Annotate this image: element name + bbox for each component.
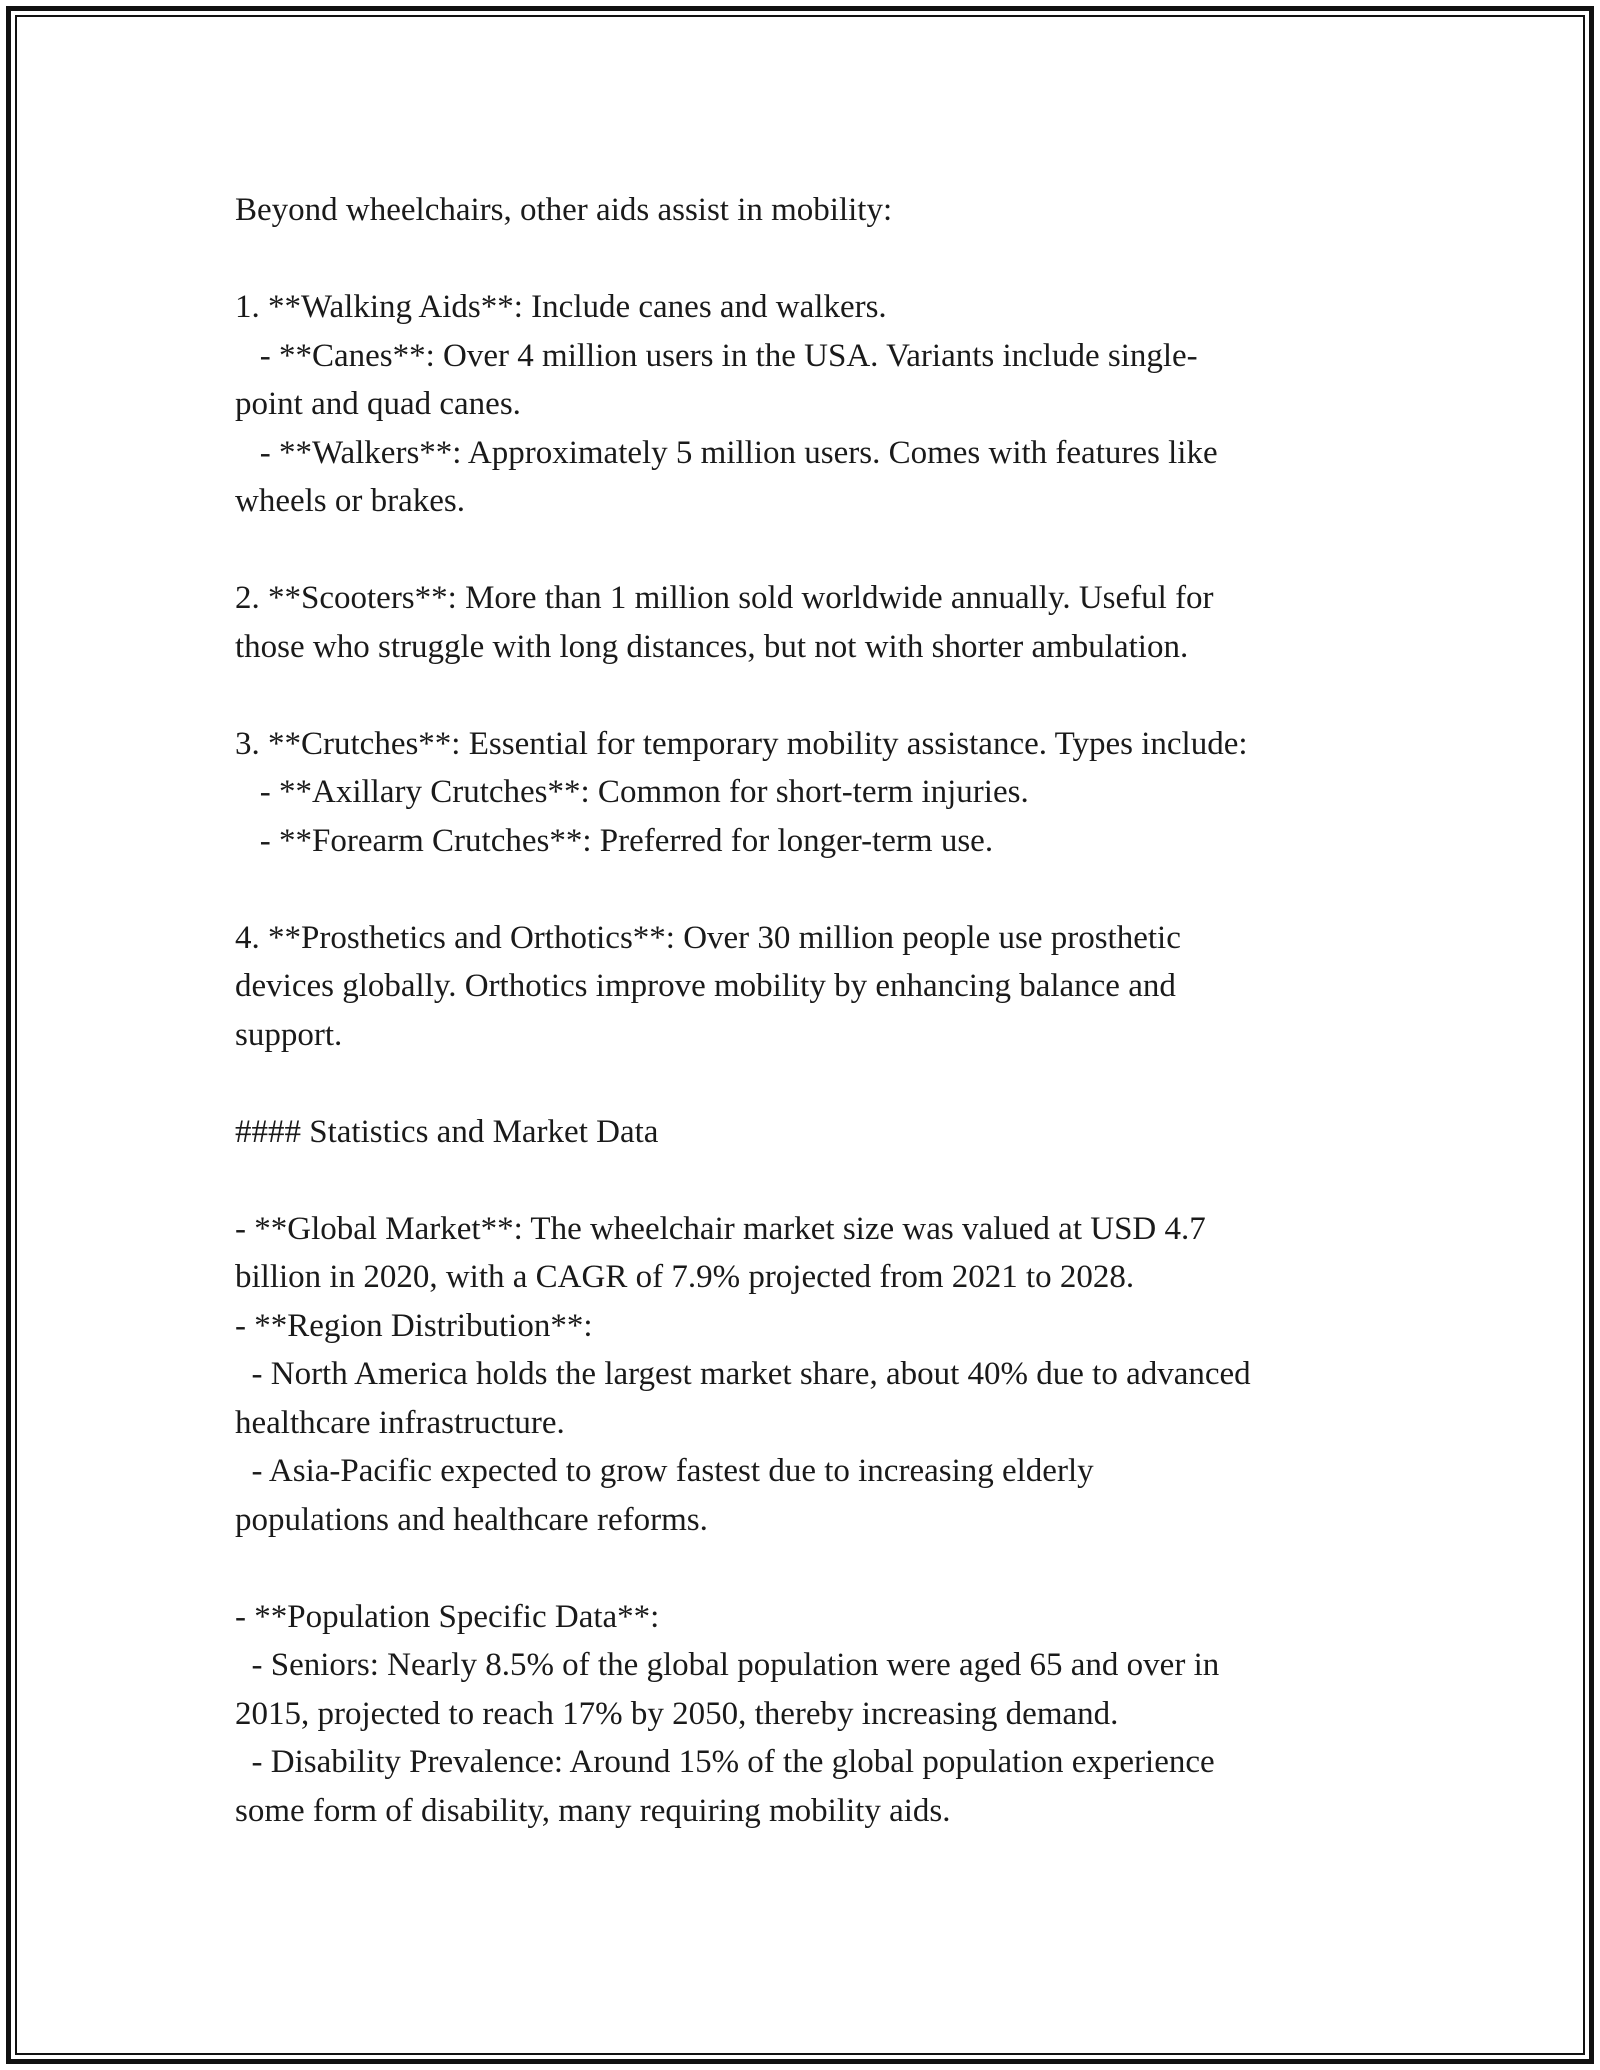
text-line: wheels or brakes. bbox=[235, 483, 466, 519]
text-line: devices globally. Orthotics improve mobility by enhancing balance and bbox=[235, 968, 1176, 1004]
text-line: - Asia-Pacific expected to grow fastest due to increasing elderly bbox=[235, 1453, 1094, 1489]
text-line: - **Region Distribution**: bbox=[235, 1307, 593, 1344]
text-line: - North America holds the largest market share, about 40% due to advanced bbox=[235, 1356, 1251, 1392]
text-line: some form of disability, many requiring mobility aids. bbox=[235, 1792, 951, 1829]
text-line: Beyond wheelchairs, other aids assist in mobility: bbox=[235, 192, 893, 228]
text-line bbox=[235, 235, 1395, 284]
text-line: - **Axillary Crutches**: Common for short-term injuries. bbox=[235, 774, 1029, 810]
text-line: - Disability Prevalence: Around 15% of the global population experience bbox=[235, 1744, 1215, 1780]
text-line: 3. **Crutches**: Essential for temporary mobility assistance. Types include: bbox=[235, 725, 1248, 762]
document-body bbox=[235, 186, 1395, 1835]
text-line bbox=[235, 1156, 1395, 1205]
text-line: - **Walkers**: Approximately 5 million users. Comes with features like bbox=[235, 434, 1218, 471]
text-line: - **Canes**: Over 4 million users in the USA. Variants include single- bbox=[235, 337, 1198, 374]
text-line bbox=[235, 1059, 1395, 1108]
text-line: - **Global Market**: The wheelchair market size was valued at USD 4.7 bbox=[235, 1210, 1206, 1247]
text-line: 2. **Scooters**: More than 1 million sold worldwide annually. Useful for bbox=[235, 580, 1214, 616]
text-line bbox=[235, 1544, 1395, 1593]
text-line bbox=[235, 671, 1395, 720]
text-line: populations and healthcare reforms. bbox=[235, 1501, 708, 1538]
text-line: #### Statistics and Market Data bbox=[235, 1113, 659, 1150]
text-line: 4. **Prosthetics and Orthotics**: Over 30 million people use prosthetic bbox=[235, 919, 1181, 956]
text-line: point and quad canes. bbox=[235, 386, 521, 422]
text-line bbox=[235, 526, 1395, 575]
text-line: those who struggle with long distances, but not with shorter ambulation. bbox=[235, 628, 1189, 665]
text-line: healthcare infrastructure. bbox=[235, 1404, 565, 1441]
text-line: 1. **Walking Aids**: Include canes and walkers. bbox=[235, 289, 887, 325]
text-line: billion in 2020, with a CAGR of 7.9% projected from 2021 to 2028. bbox=[235, 1259, 1135, 1295]
text-line: - **Population Specific Data**: bbox=[235, 1598, 660, 1635]
text-line: - Seniors: Nearly 8.5% of the global population were aged 65 and over in bbox=[235, 1647, 1220, 1683]
text-line: - **Forearm Crutches**: Preferred for longer-term use. bbox=[235, 822, 994, 859]
text-line: 2015, projected to reach 17% by 2050, thereby increasing demand. bbox=[235, 1695, 1119, 1732]
text-line: support. bbox=[235, 1016, 343, 1053]
text-line bbox=[235, 865, 1395, 914]
